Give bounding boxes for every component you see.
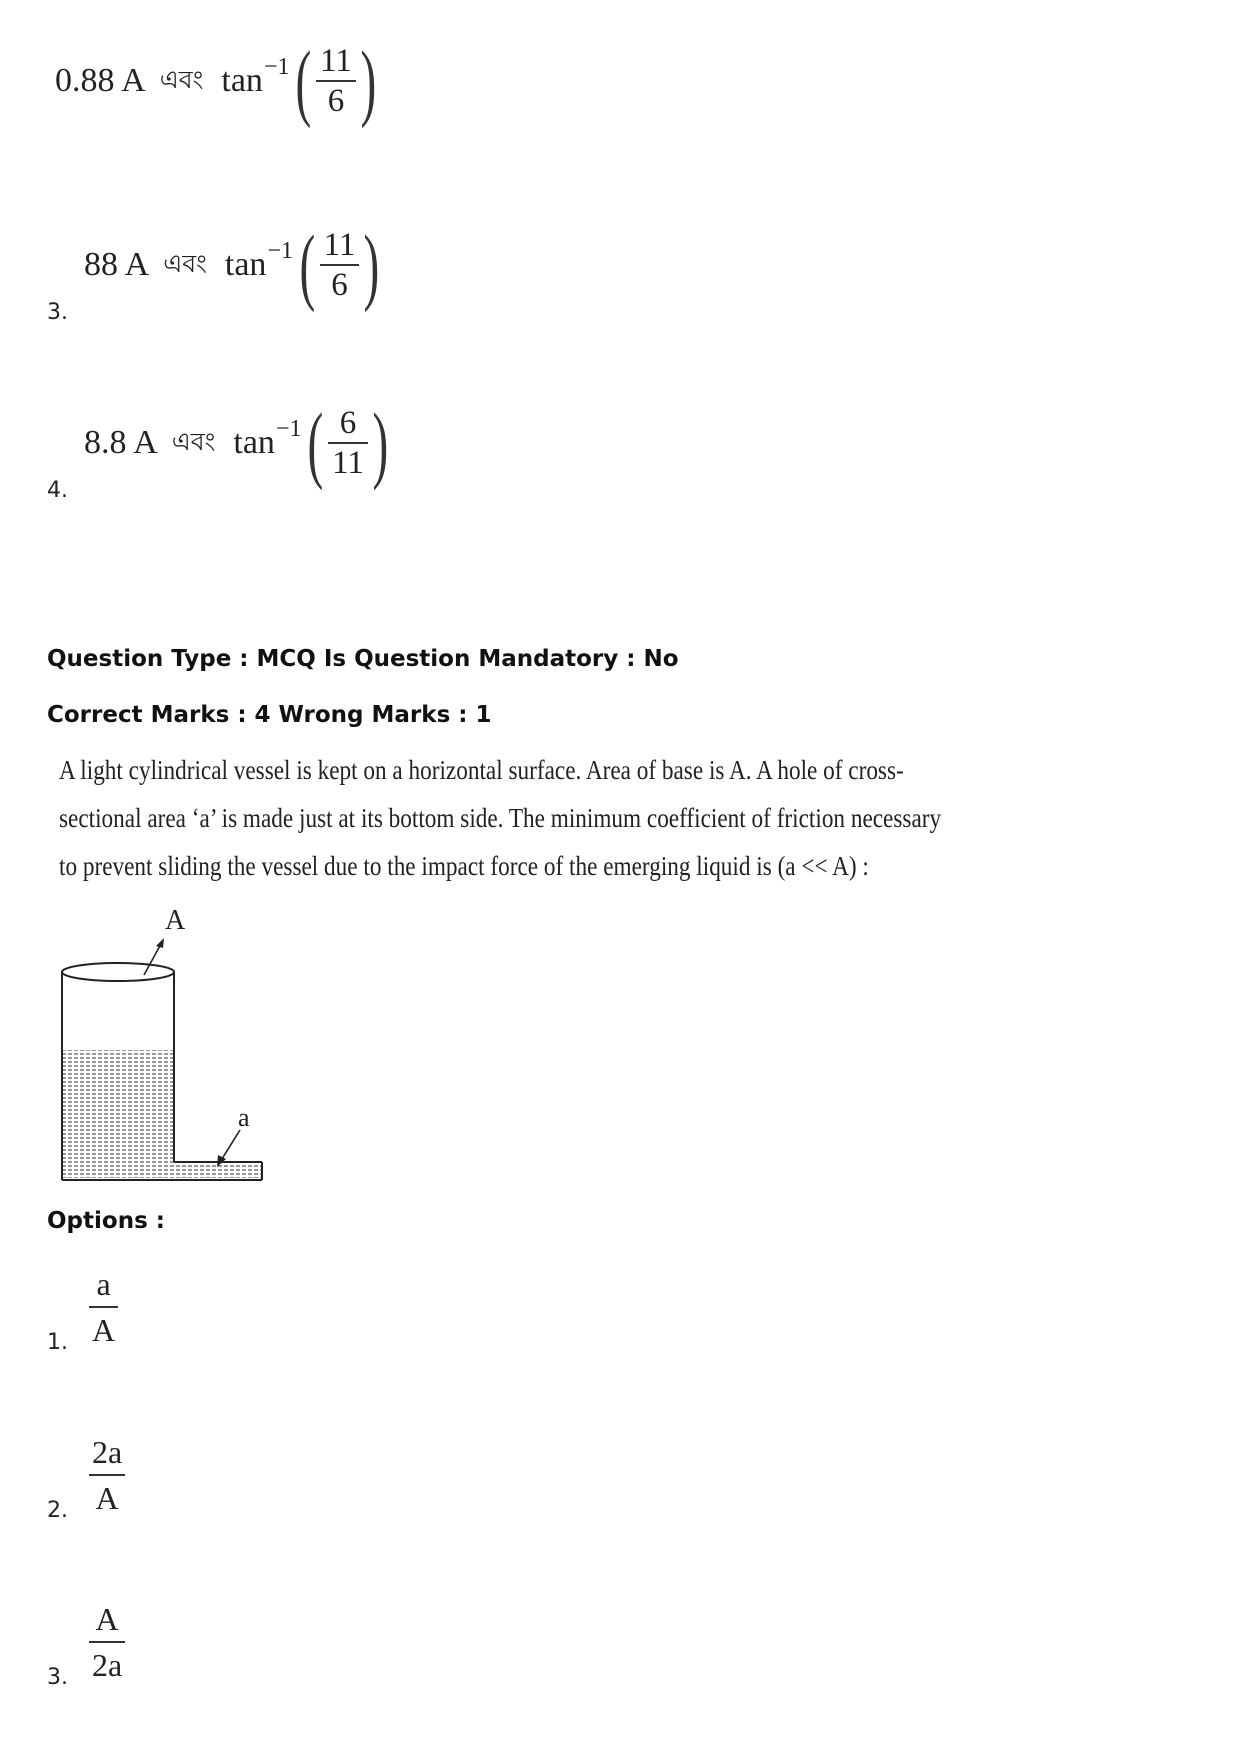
denominator: 11 — [332, 445, 364, 481]
left-paren: ( — [307, 395, 324, 491]
superscript: −1 — [275, 415, 302, 442]
numerator: 2a — [92, 1434, 123, 1470]
option-value: 88 A — [84, 246, 150, 283]
function-name: tan — [233, 424, 275, 461]
function-name: tan — [221, 62, 263, 99]
question-line: sectional area ‘a’ is made just at its bottom side. The minimum coefficient of friction necessary — [59, 803, 942, 833]
option-1-fraction — [89, 1262, 118, 1352]
fraction — [328, 404, 368, 482]
right-paren: ) — [360, 33, 377, 129]
prev-option-3 — [84, 217, 386, 313]
function-name: tan — [224, 246, 267, 283]
arrow-a-line — [220, 1130, 240, 1162]
option-number: 4. — [47, 478, 68, 503]
left-paren: ( — [295, 33, 312, 129]
numerator: a — [96, 1266, 111, 1302]
denominator: 2a — [92, 1647, 123, 1683]
option-number: 3. — [47, 300, 68, 325]
label-a: a — [238, 1103, 250, 1132]
arrow-A — [144, 942, 162, 975]
option-conjunction: এবং — [159, 64, 204, 94]
numerator: 11 — [323, 227, 356, 263]
option-3-fraction — [89, 1597, 125, 1687]
option-value: 8.8 A — [84, 424, 158, 461]
option-value: 0.88 A — [55, 62, 146, 99]
option-conjunction: এবং — [171, 426, 216, 456]
vessel-top-rim — [62, 963, 174, 981]
superscript: −1 — [267, 237, 293, 264]
arrow-A-head — [156, 938, 164, 948]
options-heading: Options : — [47, 1208, 165, 1234]
option-conjunction: এবং — [163, 248, 207, 278]
right-paren: ) — [372, 395, 389, 491]
fraction — [316, 42, 356, 120]
marks-line: Correct Marks : 4 Wrong Marks : 1 — [47, 702, 492, 728]
prev-option-4 — [84, 395, 395, 491]
option-2-fraction — [89, 1430, 125, 1520]
denominator: A — [92, 1312, 116, 1348]
option-number: 1. — [47, 1330, 68, 1355]
denominator: 6 — [327, 83, 345, 119]
label-A: A — [165, 905, 186, 936]
vessel-diagram — [50, 900, 270, 1190]
fraction — [320, 226, 360, 304]
numerator: 6 — [339, 405, 357, 441]
question-type-line: Question Type : MCQ Is Question Mandatory : No — [47, 646, 679, 672]
denominator: A — [95, 1480, 119, 1516]
option-number: 3. — [47, 1665, 68, 1690]
option-number: 2. — [47, 1498, 68, 1523]
denominator: 6 — [331, 267, 348, 303]
numerator: A — [95, 1601, 119, 1637]
liquid — [63, 1050, 173, 1178]
right-paren: ) — [363, 217, 380, 313]
question-text — [59, 746, 1085, 890]
left-paren: ( — [299, 217, 316, 313]
prev-option-2 — [55, 33, 383, 129]
pipe-liquid — [173, 1162, 261, 1178]
numerator: 11 — [320, 43, 352, 79]
superscript: −1 — [263, 53, 290, 80]
question-line: to prevent sliding the vessel due to the impact force of the emerging liquid is (a << A) : — [59, 851, 869, 881]
question-line: A light cylindrical vessel is kept on a horizontal surface. Area of base is A. A hole of cross- — [59, 755, 904, 785]
